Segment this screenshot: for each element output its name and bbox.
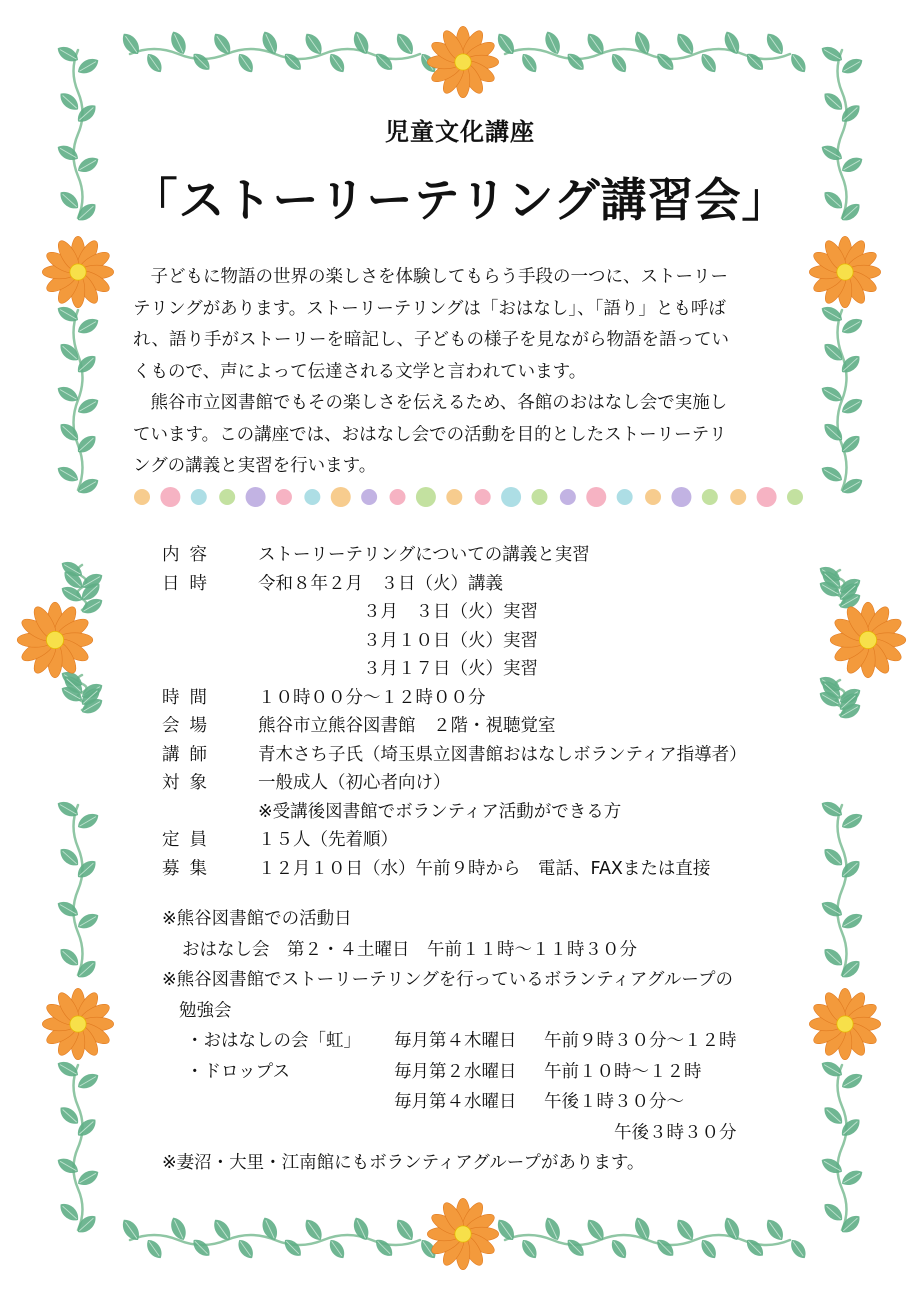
leaf-icon <box>190 1236 214 1260</box>
detail-row-date-2 <box>162 598 802 627</box>
group-name: ・おはなしの会「虹」 <box>186 1031 361 1051</box>
note-activity-day-heading: ※熊谷図書館での活動日 <box>162 909 352 929</box>
intro-paragraph-2: 熊谷市立図書館でもその楽しさを伝えるため、各館のおはなし会で実施し ています。この講座では、おはなし会での活動を目的としたストーリーテリ ングの講義と実習を行います。 <box>133 393 728 476</box>
divider-dot <box>446 489 462 505</box>
flower-icon <box>427 26 498 97</box>
detail-value: 一般成人（初心者向け） <box>258 773 451 793</box>
leaf-icon <box>839 55 865 77</box>
detail-row-venue <box>162 712 802 741</box>
detail-label: 時間 <box>162 687 217 708</box>
detail-row-target-note <box>162 798 802 827</box>
leaf-icon <box>281 1236 305 1260</box>
divider-dot <box>671 487 691 507</box>
group-name: ・ドロップス <box>186 1061 290 1082</box>
leaf-icon <box>75 1167 101 1189</box>
detail-value: １２月１０日（水）午前９時から 電話、FAXまたは直接 <box>258 858 711 879</box>
divider-dot <box>331 487 351 507</box>
divider-dot <box>757 487 777 507</box>
detail-label: 講師 <box>162 744 217 765</box>
detail-label: 定員 <box>162 830 217 850</box>
event-details <box>162 541 802 883</box>
leaf-icon <box>839 1070 865 1092</box>
detail-label: 内容 <box>162 545 217 565</box>
divider-dot <box>645 489 661 505</box>
vine-stem <box>838 805 847 975</box>
leaf-icon <box>75 1070 101 1092</box>
group-row <box>162 1087 802 1118</box>
leaf-icon <box>839 810 865 832</box>
divider-dot <box>416 487 436 507</box>
leaf-icon <box>819 463 845 485</box>
divider-dot <box>191 489 207 505</box>
detail-label: 募集 <box>162 858 217 879</box>
leaf-icon <box>55 1155 81 1177</box>
detail-value: １５人（先着順） <box>258 830 398 850</box>
vine-stem <box>838 1065 847 1230</box>
leaf-icon <box>698 51 720 76</box>
leaf-icon <box>57 945 83 970</box>
leaf-icon <box>819 1155 845 1177</box>
notes-section <box>162 904 802 1179</box>
leaf-icon <box>763 30 788 58</box>
detail-row-date-3 <box>162 627 802 656</box>
leaf-icon <box>564 1236 588 1260</box>
divider-dot <box>246 487 266 507</box>
flower-icon <box>42 988 113 1059</box>
detail-row-instructor <box>162 741 802 770</box>
group-day: 毎月第４木曜日 <box>394 1031 517 1051</box>
detail-label: 会場 <box>162 716 217 736</box>
divider-dot <box>134 489 150 505</box>
divider-dot <box>586 487 606 507</box>
note-volunteer-groups-heading: ※熊谷図書館でストーリーテリングを行っているボランティアグループの <box>162 970 733 990</box>
flower-icon <box>17 602 93 678</box>
leaf-icon <box>55 463 81 485</box>
leaf-icon <box>190 50 214 74</box>
detail-label: 対象 <box>162 773 217 793</box>
leaf-icon <box>819 898 845 920</box>
detail-value: ストーリーテリングについての講義と実習 <box>258 545 590 565</box>
leaf-icon <box>75 810 101 832</box>
leaf-icon <box>55 898 81 920</box>
divider-dot <box>730 489 746 505</box>
group-day: 毎月第２水曜日 <box>394 1061 517 1082</box>
flower-icon <box>42 236 113 307</box>
flower-icon <box>809 988 880 1059</box>
divider-dot <box>276 489 292 505</box>
divider-dot <box>787 489 803 505</box>
group-row <box>162 1057 802 1088</box>
leaf-icon <box>743 50 767 74</box>
leaf-icon <box>743 1236 767 1260</box>
detail-value: ３月１０日（火）実習 <box>258 630 538 651</box>
leaf-icon <box>518 51 540 76</box>
divider-dot <box>531 489 547 505</box>
page-title: 「ストーリーテリング講習会」 <box>131 173 789 227</box>
detail-row-target <box>162 769 802 798</box>
leaf-icon <box>821 420 847 445</box>
divider-dot <box>501 487 521 507</box>
note-volunteer-groups-heading-cont: 勉強会 <box>179 1000 232 1021</box>
leaf-icon <box>763 1216 788 1244</box>
detail-value: 令和８年２月 ３日（火）講義 <box>258 573 503 594</box>
divider-dot <box>219 489 235 505</box>
leaf-icon <box>143 51 165 76</box>
leaf-icon <box>235 1237 257 1262</box>
leaf-icon <box>821 1200 847 1225</box>
leaf-icon <box>839 1167 865 1189</box>
leaf-icon <box>75 910 101 932</box>
vine-stem <box>74 1065 83 1230</box>
detail-value: 熊谷市立熊谷図書館 ２階・視聴覚室 <box>258 716 556 736</box>
group-time-continued: 午後３時３０分 <box>614 1122 737 1143</box>
divider-dot <box>160 487 180 507</box>
group-time: 午前９時３０分～１２時 <box>544 1031 737 1051</box>
detail-row-content <box>162 541 802 570</box>
divider-dot <box>304 489 320 505</box>
leaf-icon <box>564 50 588 74</box>
intro-paragraph-1: 子どもに物語の世界の楽しさを体験してもらう手段の一つに、ストーリー テリングがあります。ストーリーテリングは「おはなし」、「語り」とも呼ば れ、語り手がストーリーを暗記し、子どもの様子を見ながら物語を語ってい くもので、声によって伝達される文学と言われています。 <box>133 267 730 382</box>
divider-dot <box>475 489 491 505</box>
leaf-icon <box>75 315 101 337</box>
flower-icon <box>809 236 880 307</box>
group-time: 午前１０時～１２時 <box>544 1061 702 1082</box>
leaf-icon <box>57 1200 83 1225</box>
divider-dot <box>560 489 576 505</box>
leaf-icon <box>393 30 418 58</box>
detail-row-application <box>162 855 802 884</box>
leaf-icon <box>608 1237 630 1262</box>
leaf-icon <box>326 1237 348 1262</box>
leaf-icon <box>821 945 847 970</box>
leaf-icon <box>143 1237 165 1262</box>
flower-icon <box>830 602 906 678</box>
divider-dot <box>390 489 406 505</box>
note-other-branches: ※妻沼・大里・江南館にもボランティアグループがあります。 <box>162 1153 645 1173</box>
detail-row-date <box>162 570 802 599</box>
group-time: 午後１時３０分～ <box>544 1092 684 1112</box>
leaf-icon <box>393 1216 418 1244</box>
leaf-icon <box>653 50 677 74</box>
divider-dot <box>702 489 718 505</box>
leaf-icon <box>518 1237 540 1262</box>
vine-stem <box>74 805 83 975</box>
leaf-icon <box>326 51 348 76</box>
detail-row-date-4 <box>162 655 802 684</box>
detail-label: 日時 <box>162 573 217 594</box>
divider-dot <box>361 489 377 505</box>
leaf-icon <box>653 1236 677 1260</box>
detail-value: ３月１７日（火）実習 <box>258 659 538 679</box>
leaf-icon <box>698 1237 720 1262</box>
leaf-icon <box>608 51 630 76</box>
intro-text <box>133 262 783 483</box>
leaf-icon <box>281 50 305 74</box>
leaf-icon <box>235 51 257 76</box>
detail-value: 青木さち子氏（埼玉県立図書館おはなしボランティア指導者） <box>258 744 747 765</box>
note-activity-day-detail: おはなし会 第２・４土曜日 午前１１時～１１時３０分 <box>182 939 637 960</box>
leaf-icon <box>75 55 101 77</box>
detail-row-capacity <box>162 826 802 855</box>
leaf-icon <box>839 315 865 337</box>
leaf-icon <box>839 910 865 932</box>
flower-icon <box>427 1198 498 1269</box>
divider-dot <box>617 489 633 505</box>
leaf-icon <box>57 420 83 445</box>
course-category: 児童文化講座 <box>385 118 535 146</box>
detail-row-time <box>162 684 802 713</box>
detail-value: ※受講後図書館でボランティア活動ができる方 <box>258 801 622 822</box>
leaf-icon <box>372 50 396 74</box>
group-day: 毎月第４水曜日 <box>394 1092 517 1112</box>
detail-value: １０時００分～１２時００分 <box>258 687 486 708</box>
group-row <box>162 1026 802 1057</box>
leaf-icon <box>372 1236 396 1260</box>
detail-value: ３月 ３日（火）実習 <box>258 602 538 622</box>
